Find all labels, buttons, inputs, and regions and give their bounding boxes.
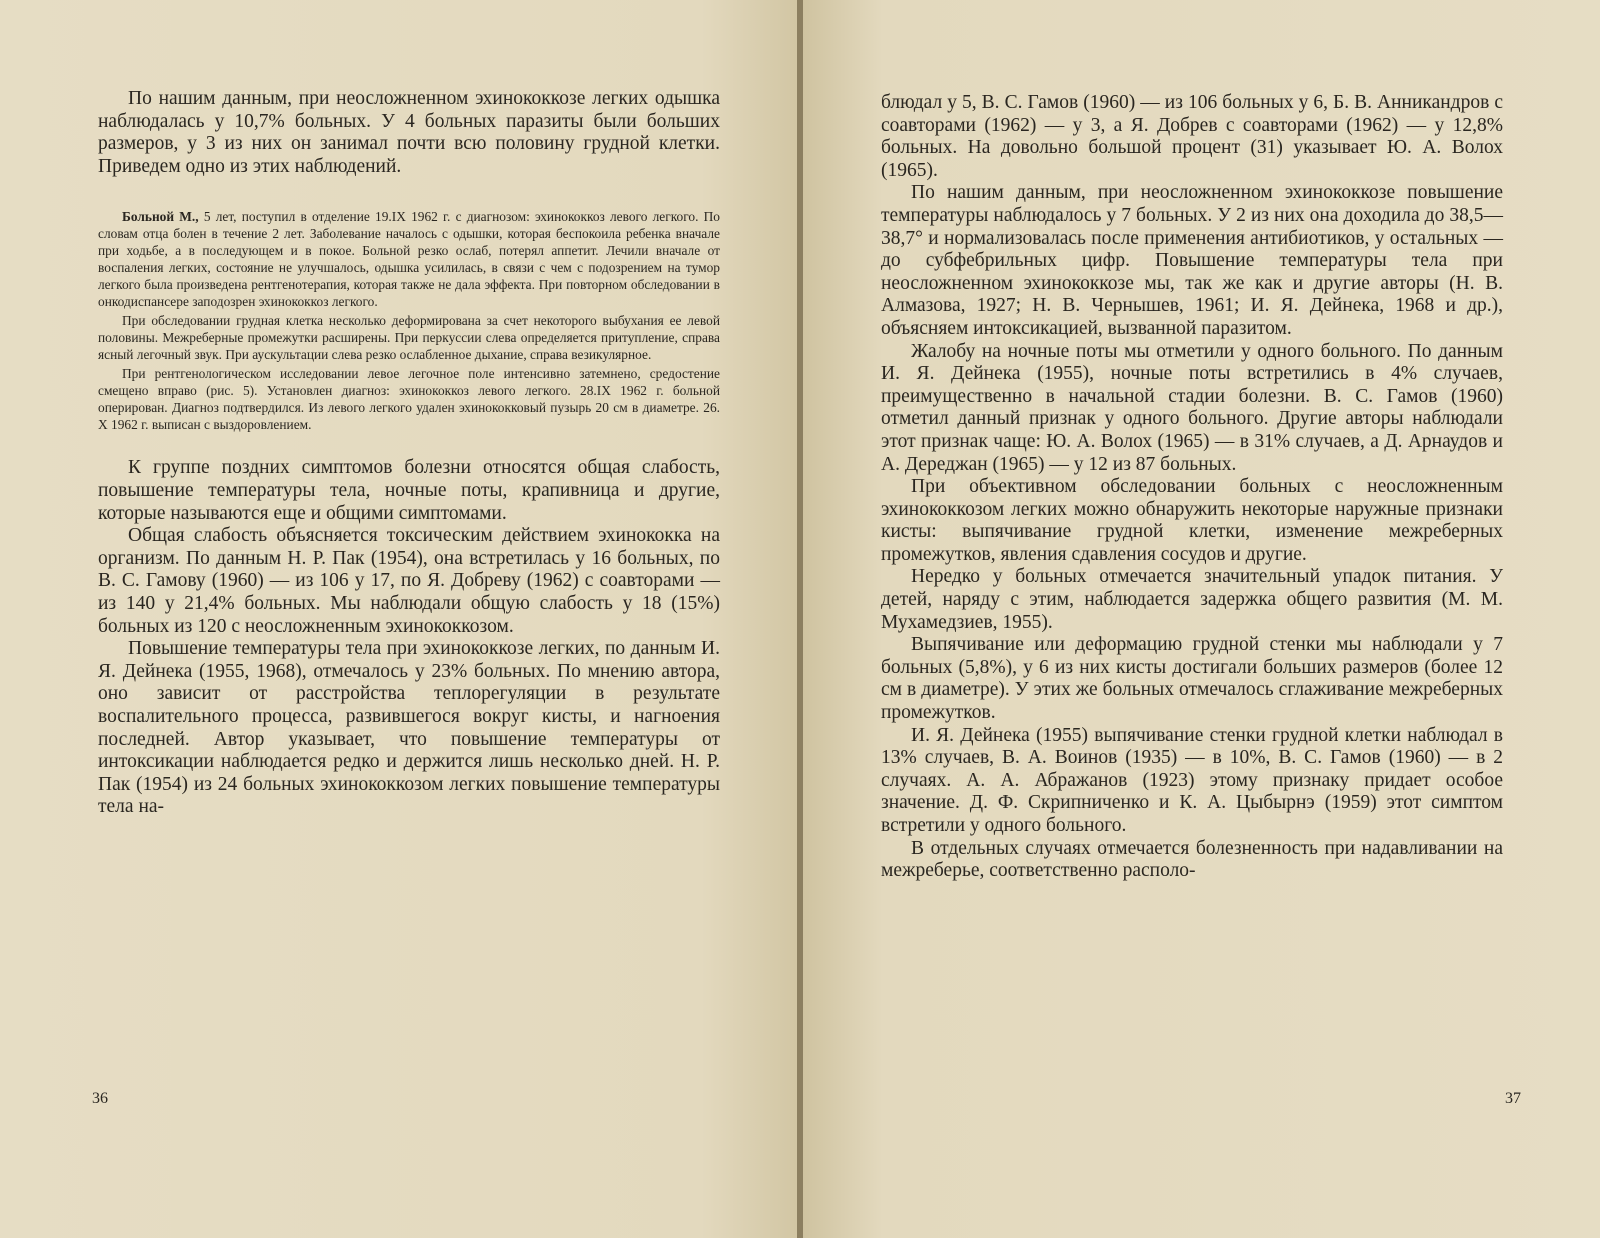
- right-paragraph-3: Жалобу на ночные поты мы отметили у одного больного. По данным И. Я. Дейнека (1955), ночные поты встретились в 4% случаев, преимущественно в начальной стадии болезни. В. С. Гамов (1960) отметил данный признак у одного больного. Другие авторы наблюдали этот признак чаще: Ю. А. Волох (1965) — в 31% случаев, а Д. Арнаудов и А. Дереджан (1965) — у 12 из 87 больных.: [881, 340, 1503, 475]
- left-page: [0, 0, 797, 1238]
- right-page: [803, 0, 1600, 1238]
- right-paragraph-8: В отдельных случаях отмечается болезненность при надавливании на межреберье, соответственно располо-: [881, 837, 1503, 882]
- right-paragraph-7: И. Я. Дейнека (1955) выпячивание стенки грудной клетки наблюдал в 13% случаев, В. А. Воинов (1935) — в 10%, В. С. Гамов (1960) — в 2 случаях. А. А. Абражанов (1923) этому признаку придает особое значение. Д. Ф. Скрипниченко и К. А. Цыбырнэ (1959) этот симптом встретили у одного больного.: [881, 724, 1503, 836]
- page-number-right: 37: [1505, 1090, 1521, 1107]
- case-report: [98, 208, 720, 433]
- case-report-text-1: 5 лет, поступил в отделение 19.IX 1962 г. с диагнозом: эхинококкоз левого легкого. По словам отца болен в течение 2 лет. Заболевание началось с одышки, которая беспокоила ребенка вначале при ходьбе, а в последующем и в покое. Больной резко ослаб, потерял аппетит. Лечили вначале от воспаления легких, состояние не улучшалось, одышка усилилась, в связи с чем с подозрением на тумор легкого была произведена рентгенотерапия, которая также не дала эффекта. При повторном обследовании в онкодиспансере заподозрен эхинококкоз легкого.: [98, 209, 720, 310]
- case-report-lead: Больной М.,: [122, 209, 199, 225]
- left-paragraph-3: Общая слабость объясняется токсическим действием эхинококка на организм. По данным Н. Р. Пак (1954), она встретилась у 16 больных, по В. С. Гамову (1960) — из 106 у 17, по Я. Добреву (1962) с соавторами — из 140 у 21,4% больных. Мы наблюдали общую слабость у 18 (15%) больных из 120 с неосложненным эхинококкозом.: [98, 525, 720, 637]
- right-page-content: [881, 92, 1503, 883]
- page-number-left: 36: [92, 1090, 108, 1107]
- right-paragraph-6: Выпячивание или деформацию грудной стенки мы наблюдали у 7 больных (5,8%), у 6 из них кисты достигали больших размеров (более 12 см в диаметре). У этих же больных отмечалось сглаживание межреберных промежутков.: [881, 634, 1503, 724]
- right-paragraph-1: блюдал у 5, В. С. Гамов (1960) — из 106 больных у 6, Б. В. Анникандров с соавторами (1962) — у 3, а Я. Добрев с соавторами (1962) — у 12,8% больных. На довольно большой процент (31) указывает Ю. А. Волох (1965).: [881, 92, 1503, 181]
- right-paragraph-2: По нашим данным, при неосложненном эхинококкозе повышение температуры наблюдалось у 7 больных. У 2 из них она доходила до 38,5—38,7° и нормализовалась после применения антибиотиков, у остальных — до субфебрильных цифр. Повышение температуры тела при неосложненном эхинококкозе мы, так же как и другие авторы (Н. В. Алмазова, 1927; Н. В. Чернышев, 1961; И. Я. Дейнека, 1968 и др.), объясняем интоксикацией, вызванной паразитом.: [881, 182, 1503, 339]
- case-report-paragraph-1: [98, 208, 720, 310]
- right-paragraph-5: Нередко у больных отмечается значительный упадок питания. У детей, наряду с этим, наблюдается задержка общего развития (М. М. Мухамедзиев, 1955).: [881, 566, 1503, 633]
- right-paragraph-4: При объективном обследовании больных с неосложненным эхинококкозом легких можно обнаружить некоторые наружные признаки кисты: выпячивание грудной клетки, изменение межреберных промежутков, явления сдавления сосудов и другие.: [881, 476, 1503, 565]
- case-report-paragraph-2: При обследовании грудная клетка несколько деформирована за счет некоторого выбухания ее левой половины. Межреберные промежутки расширены. При перкуссии слева определяется притупление, справа ясный легочный звук. При аускультации слева резко ослабленное дыхание, справа везикулярное.: [98, 313, 720, 363]
- left-paragraph-1: По нашим данным, при неосложненном эхинококкозе легких одышка наблюдалась у 10,7% больных. У 4 больных паразиты были больших размеров, у 3 из них он занимал почти всю половину грудной клетки. Приведем одно из этих наблюдений.: [98, 88, 720, 177]
- left-page-content: [98, 88, 720, 819]
- left-paragraph-4: Повышение температуры тела при эхинококкозе легких, по данным И. Я. Дейнека (1955, 1968), отмечалось у 23% больных. По мнению автора, оно зависит от расстройства теплорегуляции в результате воспалительного процесса, развившегося вокруг кисты, и нагноения последней. Автор указывает, что повышение температуры от интоксикации наблюдается редко и держится лишь несколько дней. Н. Р. Пак (1954) из 24 больных эхинококкозом легких повышение температуры тела на-: [98, 638, 720, 818]
- left-paragraph-2: К группе поздних симптомов болезни относятся общая слабость, повышение температуры тела, ночные поты, крапивница и другие, которые называются еще и общими симптомами.: [98, 457, 720, 524]
- case-report-paragraph-3: При рентгенологическом исследовании левое легочное поле интенсивно затемнено, средостение смещено вправо (рис. 5). Установлен диагноз: эхинококкоз левого легкого. 28.IX 1962 г. больной оперирован. Диагноз подтвердился. Из левого легкого удален эхинококковый пузырь 20 см в диаметре. 26. X 1962 г. выписан с выздоровлением.: [98, 366, 720, 433]
